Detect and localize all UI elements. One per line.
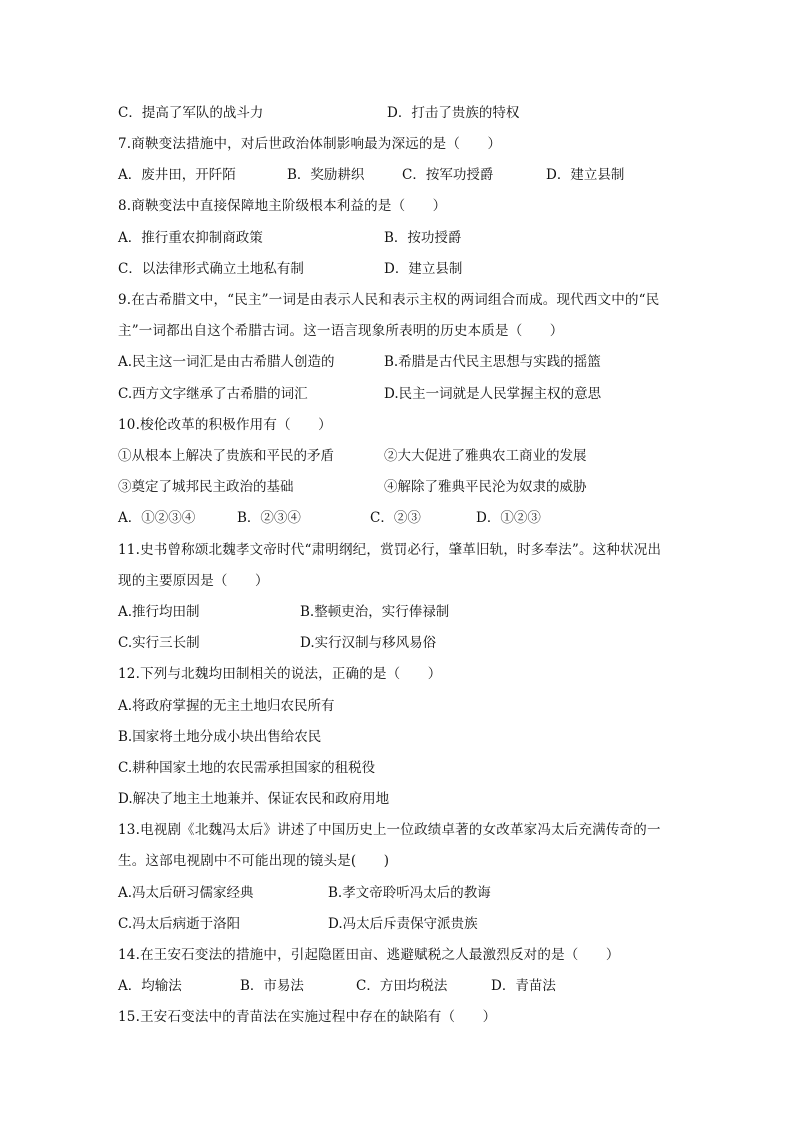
q10-option-b: B．②③④: [237, 510, 301, 526]
question-9-line-2: 主”一词都出自这个希腊古词。这一语言现象所表明的历史本质是（ ）: [118, 323, 564, 339]
q9-option-d: D.民主一词就是人民掌握主权的意思: [384, 386, 602, 402]
question-10: 10.梭伦改革的积极作用有（ ）: [118, 417, 332, 433]
q10-statement-2: ②大大促进了雅典农工商业的发展: [384, 448, 587, 464]
q10-option-c: C．②③: [370, 510, 421, 526]
q11-option-a: A.推行均田制: [118, 604, 200, 620]
q13-option-b: B.孝文帝聆听冯太后的教诲: [328, 885, 491, 901]
question-11-line-1: 11.史书曾称颂北魏孝文帝时代“肃明纲纪，赏罚必行，肇革旧轨，时多奉法”。这种状况出: [118, 542, 662, 558]
q10-statement-4: ④解除了雅典平民沦为奴隶的威胁: [384, 479, 587, 495]
q14-option-b: B．市易法: [240, 978, 304, 994]
q7-option-c: C．按军功授爵: [402, 167, 494, 183]
q13-option-c: C.冯太后病逝于洛阳: [118, 916, 241, 932]
question-8: 8.商鞅变法中直接保障地主阶级根本利益的是（ ）: [118, 198, 447, 214]
q8-option-d: D．建立县制: [384, 261, 463, 277]
q12-option-c: C.耕种国家土地的农民需承担国家的租税役: [118, 760, 376, 776]
q8-option-a: A．推行重农抑制商政策: [118, 230, 263, 246]
q7-option-d: D．建立县制: [546, 167, 625, 183]
question-7: 7.商鞅变法措施中，对后世政治体制影响最为深远的是（ ）: [118, 136, 502, 152]
q11-option-b: B.整顿吏治，实行俸禄制: [300, 604, 450, 620]
question-12: 12.下列与北魏均田制相关的说法，正确的是（ ）: [118, 666, 442, 682]
q6-option-c: C．提高了军队的战斗力: [118, 105, 264, 121]
question-15: 15.王安石变法中的青苗法在实施过程中存在的缺陷有（ ）: [118, 1009, 497, 1025]
q8-option-c: C．以法律形式确立土地私有制: [118, 261, 304, 277]
q12-option-d: D.解决了地主土地兼并、保证农民和政府用地: [118, 791, 390, 807]
q14-option-d: D．青苗法: [491, 978, 556, 994]
q9-option-b: B.希腊是古代民主思想与实践的摇篮: [384, 354, 601, 370]
q14-option-c: C．方田均税法: [356, 978, 448, 994]
q10-option-d: D．①②③: [476, 510, 541, 526]
q9-option-a: A.民主这一词汇是由古希腊人创造的: [118, 354, 335, 370]
question-11-line-2: 现的主要原因是（ ）: [118, 573, 269, 589]
q9-option-c: C.西方文字继承了古希腊的词汇: [118, 386, 308, 402]
q10-statement-3: ③奠定了城邦民主政治的基础: [118, 479, 294, 495]
question-13-line-2: 生。这部电视剧中不可能出现的镜头是( ): [118, 853, 390, 869]
question-13-line-1: 13.电视剧《北魏冯太后》讲述了中国历史上一位政绩卓著的女改革家冯太后充满传奇的一: [118, 822, 661, 838]
q11-option-d: D.实行汉制与移风易俗: [300, 635, 437, 651]
q14-option-a: A．均输法: [118, 978, 182, 994]
q6-option-d: D．打击了贵族的特权: [387, 105, 520, 121]
q10-option-a: A．①②③④: [118, 510, 196, 526]
q12-option-b: B.国家将土地分成小块出售给农民: [118, 729, 322, 745]
question-14: 14.在王安石变法的措施中，引起隐匿田亩、逃避赋税之人最激烈反对的是（ ）: [118, 947, 620, 963]
q7-option-b: B．奖励耕织: [287, 167, 365, 183]
q8-option-b: B．按功授爵: [384, 230, 462, 246]
q7-option-a: A．废井田，开阡陌: [118, 167, 236, 183]
q13-option-a: A.冯太后研习儒家经典: [118, 885, 254, 901]
q12-option-a: A.将政府掌握的无主土地归农民所有: [118, 698, 335, 714]
q13-option-d: D.冯太后斥责保守派贵族: [328, 916, 478, 932]
q10-statement-1: ①从根本上解决了贵族和平民的矛盾: [118, 448, 334, 464]
q11-option-c: C.实行三长制: [118, 635, 200, 651]
question-9-line-1: 9.在古希腊文中，“民主”一词是由表示人民和表示主权的两词组合而成。现代西文中的“民: [118, 292, 660, 308]
